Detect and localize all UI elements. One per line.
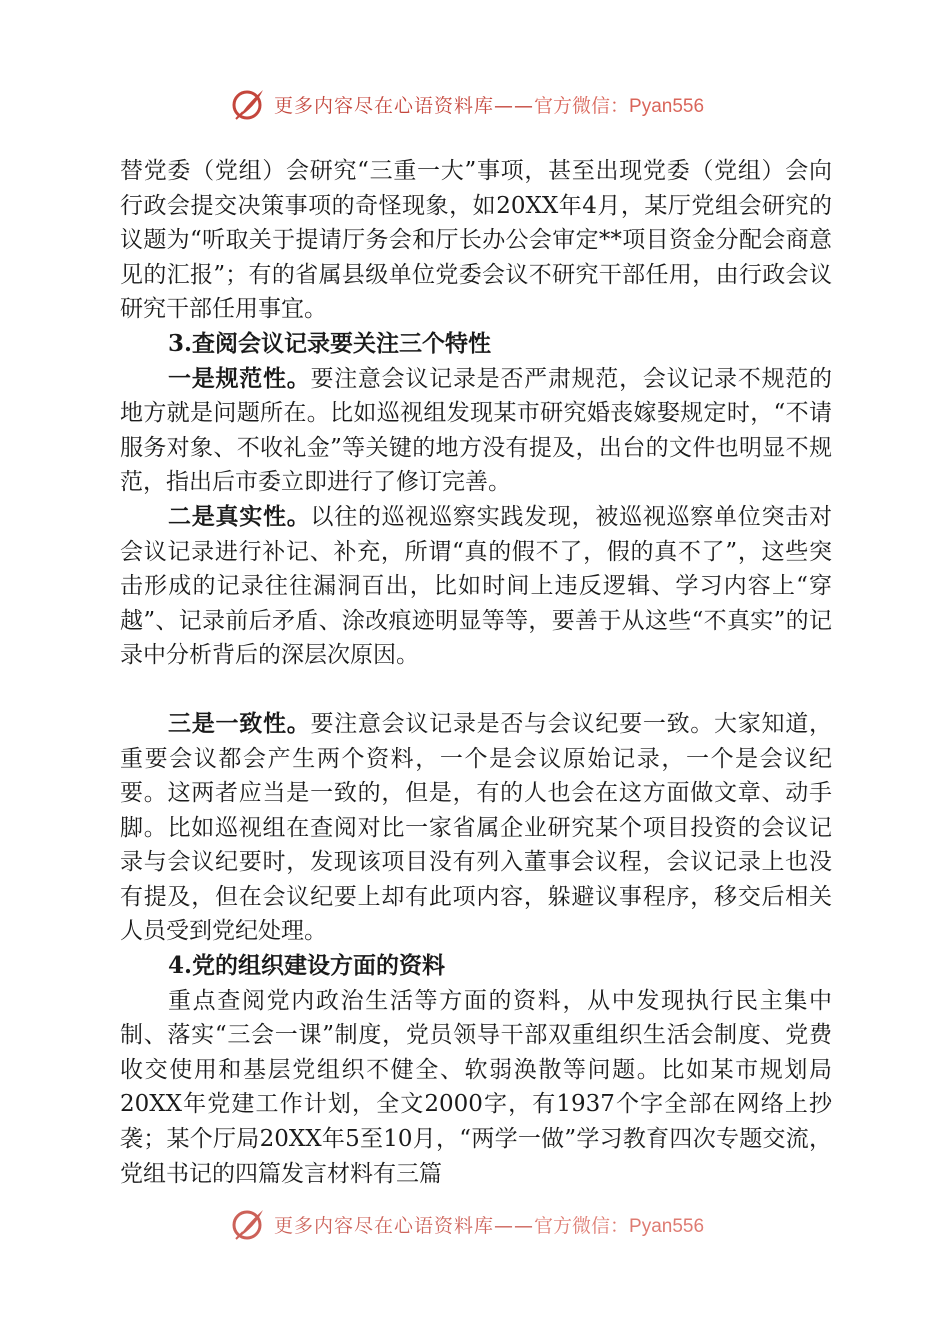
section-heading-3: 3.查阅会议记录要关注三个特性 bbox=[168, 329, 492, 357]
paragraph-continued: 替党委（党组）会研究“三重一大”事项，甚至出现党委（党组）会向行政会提交决策事项的奇怪现象，如20XX年4月，某厅党组会研究的议题为“听取关于提请厅务会和厅长办公会审定**项目资金分配会商意见的汇报”；有的省属县级单位党委会议不研究干部任用，由行政会议研究干部任用事宜。 bbox=[120, 158, 832, 323]
section-heading-4: 4.党的组织建设方面的资料 bbox=[168, 952, 446, 980]
paragraph-gap bbox=[120, 673, 832, 707]
paragraph-normative: 一是规范性。要注意会议记录是否严肃规范，会议记录不规范的地方就是问题所在。比如巡视组发现某市研究婚丧嫁娶规定时，“不请服务对象、不收礼金”等关键的地方没有提及，出台的文件也明显不规范，指出后市委立即进行了修订完善。 bbox=[120, 364, 833, 496]
lead-phrase: 一是规范性。 bbox=[168, 364, 311, 392]
lead-phrase: 二是真实性。 bbox=[168, 502, 311, 530]
watermark-text: 更多内容尽在心语资料库——官方微信：Pyan556 bbox=[274, 94, 705, 117]
lead-phrase: 三是一致性。 bbox=[168, 709, 311, 737]
footer-watermark-banner bbox=[230, 1204, 704, 1244]
header-watermark-banner bbox=[230, 84, 704, 124]
paragraph-authenticity: 二是真实性。以往的巡视巡察实践发现，被巡视巡察单位突击对会议记录进行补记、补充，所谓“真的假不了，假的真不了”，这些突击形成的记录往往漏洞百出，比如时间上违反逻辑、学习内容上“穿越”、记录前后矛盾、涂改痕迹明显等等，要善于从这些“不真实”的记录中分析背后的深层次原因。 bbox=[120, 502, 833, 669]
document-body bbox=[120, 154, 832, 1191]
quill-logo-icon bbox=[230, 86, 266, 122]
quill-logo-icon bbox=[230, 1206, 266, 1242]
paragraph-party-building: 重点查阅党内政治生活等方面的资料，从中发现执行民主集中制、落实“三会一课”制度，党员领导干部双重组织生活会制度、党费收交使用和基层党组织不健全、软弱涣散等问题。比如某市规划局20XX年党建工作计划，全文2000字，有1937个字全部在网络上抄袭；某个厅局20XX年5至10月，“两学一做”学习教育四次专题交流，党组书记的四篇发言材料有三篇 bbox=[120, 987, 832, 1187]
paragraph-consistency: 三是一致性。要注意会议记录是否与会议纪要一致。大家知道，重要会议都会产生两个资料，一个是会议原始记录，一个是会议纪要。这两者应当是一致的，但是，有的人也会在这方面做文章、动手脚。比如巡视组在查阅对比一家省属企业研究某个项目投资的会议记录与会议纪要时，发现该项目没有列入董事会议程，会议记录上也没有提及，但在会议纪要上却有此项内容，躲避议事程序，移交后相关人员受到党纪处理。 bbox=[120, 709, 833, 945]
watermark-text: 更多内容尽在心语资料库——官方微信：Pyan556 bbox=[274, 1214, 705, 1237]
